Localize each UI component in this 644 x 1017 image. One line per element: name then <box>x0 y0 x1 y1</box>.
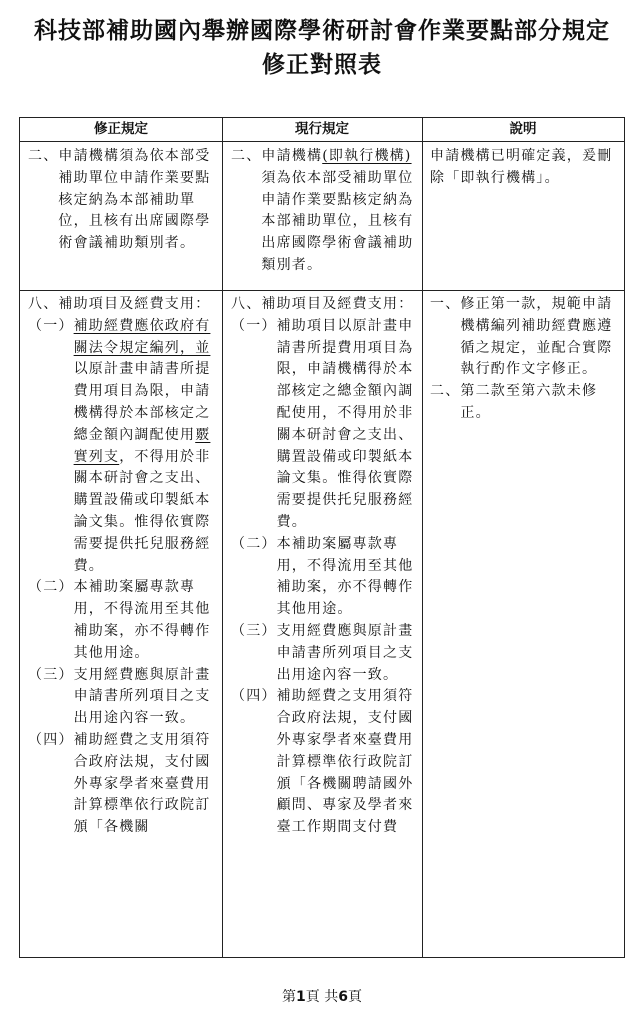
sub-item-text: 補助經費之支用須符合政府法規，支付國外專家學者來臺費用計算標準依行政院訂頒「各機關聘請國外顧問、專家及學者來臺工作期間支付費 <box>276 688 414 836</box>
clause-text-rest: 須為依本部受補助單位申請作業要點核定納為本部補助單位，且核有出席國際學術會議補助類別者。 <box>261 169 414 273</box>
clause-text: 申請機構須為依本部受補助單位申請作業要點核定納為本部補助單位，且核有出席國際學術會議補助類別者。 <box>58 148 211 252</box>
row-divider <box>20 290 624 291</box>
note-item-number: 二、 <box>430 383 461 400</box>
page-footer <box>0 986 644 1006</box>
header-current: 現行規定 <box>295 121 349 137</box>
row1-note-cell <box>430 146 618 190</box>
sub-item-number: （二） <box>28 579 74 596</box>
row2-current-cell <box>231 294 421 839</box>
sub-item-text: 本補助案屬專款專用，不得流用至其他補助案，亦不得轉作其他用途。 <box>276 535 414 618</box>
row2-note-cell <box>430 294 618 425</box>
sub-item-text <box>74 316 218 578</box>
sub-item-text-rest: ，不得用於非關本研討會之支出、購置設備或印製紙本論文集。惟得依實際需要提供托兒服務經費。 <box>73 448 211 574</box>
sub-item <box>231 686 421 839</box>
comparison-table <box>19 117 625 958</box>
clause-number: 二、 <box>231 148 262 164</box>
added-text: 補助經費應依政府有關法令規定編列，並 <box>73 317 211 356</box>
sub-item-text: 支用經費應與原計畫申請書所列項目之支出用途內容一致。 <box>276 622 414 683</box>
note-item <box>430 381 618 425</box>
section-heading: 八、補助項目及經費支用： <box>231 296 414 312</box>
sub-item-number: （一） <box>231 317 277 334</box>
sub-item-text-mid: 以原計畫申請書所提費用項目為限，申請機構得於本部核定之總金額內調配使用 <box>73 361 211 443</box>
clause-text <box>261 146 421 277</box>
row1-current-cell <box>231 146 421 277</box>
sub-item <box>231 534 421 621</box>
sub-item <box>231 316 421 534</box>
document-title-text: 科技部補助國內舉辦國際學術研討會作業要點部分規定修正對照表 <box>34 18 610 78</box>
sub-item-number: （三） <box>231 622 277 639</box>
note-item-text: 修正第一款，規範申請機構編列補助經費應遵循之規定，並配合實際執行酌作文字修正。 <box>460 296 613 378</box>
deleted-text: (即執行機構) <box>322 148 412 164</box>
sub-item-text: 補助項目以原計畫申請書所提費用項目為限，申請機構得於本部核定之總金額內調配使用，不得用於非關本研討會之支出、購置設備或印製紙本論文集。惟得依實際需要提供托兒服務經費。 <box>276 317 414 530</box>
sub-item <box>28 316 218 578</box>
header-divider <box>20 141 624 142</box>
added-text: 覈實列支 <box>73 426 211 465</box>
page-label: 頁 <box>347 989 362 1005</box>
note-item-number: 一、 <box>430 296 461 312</box>
sub-item-number: （二） <box>231 535 277 552</box>
sub-item <box>231 621 421 686</box>
header-revised: 修正規定 <box>94 121 148 137</box>
sub-item-number: （四） <box>231 688 277 705</box>
row1-revised-cell <box>28 146 218 255</box>
sub-item <box>28 577 218 664</box>
row2-revised-cell <box>28 294 218 839</box>
page-title <box>0 14 644 82</box>
note-item-text: 第二款至第六款未修正。 <box>460 383 598 421</box>
sub-item-number: （一） <box>28 317 74 334</box>
column-divider <box>222 118 223 957</box>
note-item <box>430 294 618 381</box>
section-heading: 八、補助項目及經費支用： <box>28 296 211 312</box>
sub-item <box>28 665 218 730</box>
sub-item <box>28 730 218 839</box>
page-label: 頁 共 <box>305 989 339 1005</box>
header-note: 說明 <box>509 121 537 137</box>
page-number: 1 <box>296 989 306 1005</box>
sub-item-number: （四） <box>28 731 74 748</box>
column-divider <box>422 118 423 957</box>
page-total: 6 <box>338 989 348 1005</box>
note-text: 申請機構已明確定義，爰刪除「即執行機構」。 <box>430 148 613 186</box>
sub-item-text: 本補助案屬專款專用，不得流用至其他補助案，亦不得轉作其他用途。 <box>73 579 211 661</box>
sub-item-text: 支用經費應與原計畫申請書所列項目之支出用途內容一致。 <box>73 666 211 727</box>
clause-text-start: 申請機構 <box>261 148 323 164</box>
page-label: 第 <box>282 989 297 1005</box>
sub-item-number: （三） <box>28 666 74 683</box>
clause-number: 二、 <box>28 148 59 164</box>
sub-item-text: 補助經費之支用須符合政府法規，支付國外專家學者來臺費用計算標準依行政院訂頒「各機關 <box>73 731 211 836</box>
